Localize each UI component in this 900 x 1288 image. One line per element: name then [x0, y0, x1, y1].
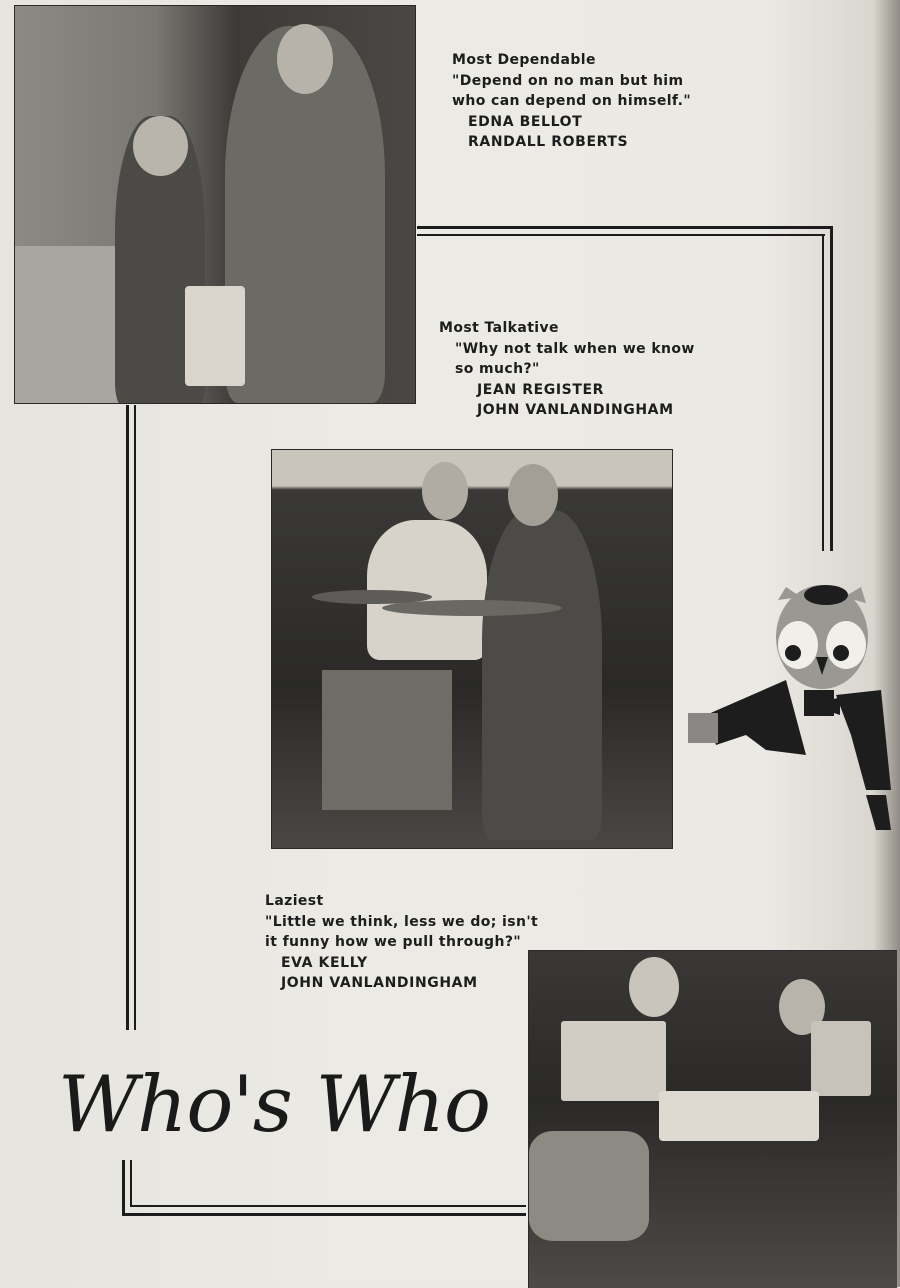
student-name: RANDALL ROBERTS: [468, 134, 629, 150]
frame-rule: [126, 405, 129, 1030]
award-title: Most Talkative: [439, 320, 559, 336]
quote-line: "Depend on no man but him: [452, 72, 684, 89]
student-name: JOHN VANLANDINGHAM: [477, 402, 674, 418]
student-name: JEAN REGISTER: [477, 381, 605, 398]
frame-rule: [130, 1205, 526, 1207]
caption-laziest: [265, 891, 538, 994]
photo-laziest: [528, 950, 897, 1288]
quote-line: it funny how we pull through?": [265, 934, 522, 950]
owl-mascot-illustration: [686, 585, 900, 835]
student-name: EVA KELLY: [281, 954, 368, 971]
quote-line: "Little we think, less we do; isn't: [265, 913, 539, 930]
page-heading: Who's Who: [58, 1060, 490, 1150]
frame-rule: [122, 1213, 526, 1216]
frame-rule: [830, 226, 833, 551]
frame-rule: [417, 234, 825, 236]
frame-rule: [130, 1160, 132, 1207]
caption-most-talkative: [439, 318, 695, 421]
student-name: JOHN VANLANDINGHAM: [281, 975, 478, 991]
quote-line: who can depend on himself.": [452, 93, 692, 109]
frame-rule: [122, 1160, 125, 1215]
frame-rule: [417, 226, 833, 229]
award-title: Most Dependable: [452, 52, 596, 68]
caption-most-dependable: [452, 50, 691, 153]
quote-line: so much?": [455, 361, 540, 377]
student-name: EDNA BELLOT: [468, 113, 583, 130]
award-title: Laziest: [265, 893, 324, 909]
frame-rule: [822, 234, 824, 551]
quote-line: "Why not talk when we know: [455, 340, 695, 357]
photo-most-dependable: [14, 5, 416, 404]
photo-most-talkative: [271, 449, 673, 849]
frame-rule: [134, 405, 136, 1030]
